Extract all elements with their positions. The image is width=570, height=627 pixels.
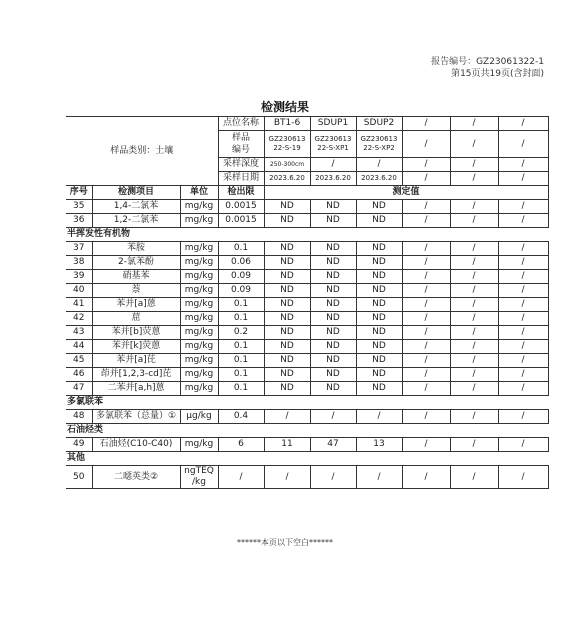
row-value: / — [498, 270, 548, 284]
table-row — [66, 354, 548, 368]
row-item: 苯并[b]荧蒽 — [92, 326, 180, 340]
row-value: ND — [264, 312, 310, 326]
row-value: ND — [356, 242, 402, 256]
row-seq: 45 — [66, 354, 92, 368]
section-row — [66, 396, 548, 410]
row-value: / — [498, 200, 548, 214]
row-value: / — [264, 410, 310, 424]
col-limit: 检出限 — [218, 186, 264, 200]
table-row — [66, 270, 548, 284]
row-limit: 0.1 — [218, 382, 264, 396]
point-label: 点位名称 — [218, 117, 264, 131]
row-value: ND — [310, 298, 356, 312]
col-unit: 单位 — [180, 186, 218, 200]
row-value: ND — [356, 256, 402, 270]
date-label: 采样日期 — [218, 172, 264, 186]
row-value: ND — [264, 256, 310, 270]
row-value: / — [402, 312, 450, 326]
report-number: 报告编号：GZ23061322-1 — [431, 57, 544, 67]
row-limit: 0.1 — [218, 312, 264, 326]
row-value: / — [498, 410, 548, 424]
row-value: ND — [310, 340, 356, 354]
row-limit: 0.1 — [218, 354, 264, 368]
row-value: ND — [264, 368, 310, 382]
section-title: 半挥发性有机物 — [66, 228, 548, 242]
row-unit: ngTEQ /kg — [180, 466, 218, 489]
row-value: / — [402, 438, 450, 452]
row-value: / — [450, 298, 498, 312]
row-unit: mg/kg — [180, 326, 218, 340]
row-unit: mg/kg — [180, 200, 218, 214]
row-item: 苯并[a]芘 — [92, 354, 180, 368]
row-value: / — [310, 410, 356, 424]
row-value: ND — [264, 354, 310, 368]
row-value: ND — [356, 214, 402, 228]
row-limit: 0.0015 — [218, 214, 264, 228]
row-value: ND — [356, 368, 402, 382]
row-value: ND — [356, 354, 402, 368]
row-value: / — [498, 256, 548, 270]
row-value: / — [450, 438, 498, 452]
row-value: ND — [356, 298, 402, 312]
row-seq: 47 — [66, 382, 92, 396]
table-row — [66, 298, 548, 312]
row-unit: mg/kg — [180, 438, 218, 452]
row-item: 茚并[1,2,3-cd]芘 — [92, 368, 180, 382]
table-row — [66, 312, 548, 326]
row-seq: 46 — [66, 368, 92, 382]
row-value: ND — [264, 284, 310, 298]
point-5: / — [450, 117, 498, 131]
row-limit: 0.1 — [218, 368, 264, 382]
point-2: SDUP1 — [310, 117, 356, 131]
depth-5: / — [450, 158, 498, 172]
depth-2: / — [310, 158, 356, 172]
row-seq: 39 — [66, 270, 92, 284]
row-value: ND — [310, 242, 356, 256]
depth-label: 采样深度 — [218, 158, 264, 172]
row-value: ND — [356, 270, 402, 284]
row-value: / — [402, 354, 450, 368]
row-value: / — [402, 200, 450, 214]
row-unit: μg/kg — [180, 410, 218, 424]
row-value: / — [450, 242, 498, 256]
row-seq: 49 — [66, 438, 92, 452]
row-seq: 50 — [66, 466, 92, 489]
row-value: ND — [264, 200, 310, 214]
row-value: ND — [356, 200, 402, 214]
table-row — [66, 284, 548, 298]
row-value: ND — [356, 382, 402, 396]
row-limit: 0.06 — [218, 256, 264, 270]
point-3: SDUP2 — [356, 117, 402, 131]
row-value: ND — [310, 200, 356, 214]
row-limit: 0.1 — [218, 340, 264, 354]
row-item: 硝基苯 — [92, 270, 180, 284]
row-unit: mg/kg — [180, 340, 218, 354]
table-row — [66, 326, 548, 340]
depth-4: / — [402, 158, 450, 172]
row-value: / — [450, 368, 498, 382]
table-row — [66, 214, 548, 228]
row-unit: mg/kg — [180, 270, 218, 284]
row-value: ND — [264, 382, 310, 396]
row-value: / — [402, 298, 450, 312]
row-unit: mg/kg — [180, 312, 218, 326]
point-6: / — [498, 117, 548, 131]
row-value: / — [402, 410, 450, 424]
row-value: ND — [310, 284, 356, 298]
row-limit: 0.09 — [218, 284, 264, 298]
row-seq: 41 — [66, 298, 92, 312]
section-row — [66, 452, 548, 466]
section-title: 多氯联苯 — [66, 396, 548, 410]
table-row — [66, 466, 548, 489]
row-value: ND — [310, 256, 356, 270]
row-value: / — [498, 466, 548, 489]
sample-no-3: GZ230613 22-S-XP2 — [356, 131, 402, 158]
date-6: / — [498, 172, 548, 186]
table-row — [66, 242, 548, 256]
row-value: / — [450, 270, 498, 284]
row-limit: 0.1 — [218, 242, 264, 256]
section-row — [66, 228, 548, 242]
row-value: / — [402, 466, 450, 489]
row-value: ND — [310, 382, 356, 396]
date-2: 2023.6.20 — [310, 172, 356, 186]
row-value: ND — [310, 354, 356, 368]
row-value: / — [498, 438, 548, 452]
row-value: ND — [310, 312, 356, 326]
row-value: / — [450, 410, 498, 424]
row-value: ND — [264, 326, 310, 340]
table-row — [66, 256, 548, 270]
sample-no-6: / — [498, 131, 548, 158]
sample-no-1: GZ230613 22-S-19 — [264, 131, 310, 158]
row-value: / — [498, 382, 548, 396]
row-unit: mg/kg — [180, 354, 218, 368]
row-value: / — [402, 340, 450, 354]
row-value: / — [264, 466, 310, 489]
page-footer: ******本页以下空白****** — [237, 538, 333, 547]
date-3: 2023.6.20 — [356, 172, 402, 186]
row-value: ND — [310, 214, 356, 228]
row-value: / — [498, 354, 548, 368]
row-value: ND — [310, 270, 356, 284]
report-header — [431, 56, 544, 80]
col-seq: 序号 — [66, 186, 92, 200]
row-unit: mg/kg — [180, 214, 218, 228]
table-row — [66, 410, 548, 424]
date-1: 2023.6.20 — [264, 172, 310, 186]
row-value: / — [498, 326, 548, 340]
row-value: / — [450, 312, 498, 326]
row-value: / — [356, 410, 402, 424]
row-value: / — [402, 368, 450, 382]
row-item: 萘 — [92, 284, 180, 298]
sample-no-5: / — [450, 131, 498, 158]
row-limit: 0.1 — [218, 298, 264, 312]
row-item: 多氯联苯（总量）① — [92, 410, 180, 424]
row-value: / — [310, 466, 356, 489]
row-item: 石油烃(C10-C40) — [92, 438, 180, 452]
row-item: 苯胺 — [92, 242, 180, 256]
row-value: / — [450, 466, 498, 489]
sample-category: 样品类别：土壤 — [66, 117, 218, 186]
row-seq: 44 — [66, 340, 92, 354]
row-value: ND — [356, 326, 402, 340]
col-item: 检测项目 — [92, 186, 180, 200]
row-seq: 37 — [66, 242, 92, 256]
row-limit: / — [218, 466, 264, 489]
row-limit: 0.2 — [218, 326, 264, 340]
row-value: / — [498, 298, 548, 312]
report-title: 检测结果 — [260, 100, 309, 114]
row-unit: mg/kg — [180, 298, 218, 312]
row-item: 二噁英类② — [92, 466, 180, 489]
row-limit: 0.0015 — [218, 200, 264, 214]
row-value: / — [450, 200, 498, 214]
row-value: ND — [264, 214, 310, 228]
row-item: 苯并[a]蒽 — [92, 298, 180, 312]
section-title: 石油烃类 — [66, 424, 548, 438]
row-item: 䓛 — [92, 312, 180, 326]
row-value: / — [450, 326, 498, 340]
row-value: / — [402, 382, 450, 396]
row-unit: mg/kg — [180, 382, 218, 396]
row-value: ND — [356, 284, 402, 298]
row-unit: mg/kg — [180, 284, 218, 298]
row-value: / — [402, 242, 450, 256]
table-row — [66, 368, 548, 382]
depth-6: / — [498, 158, 548, 172]
point-1: BT1-6 — [264, 117, 310, 131]
row-value: / — [450, 340, 498, 354]
row-unit: mg/kg — [180, 242, 218, 256]
date-5: / — [450, 172, 498, 186]
row-value: / — [356, 466, 402, 489]
table-row — [66, 200, 548, 214]
row-value: / — [402, 256, 450, 270]
row-value: / — [498, 214, 548, 228]
row-value: / — [402, 284, 450, 298]
section-title: 其他 — [66, 452, 548, 466]
row-value: / — [450, 382, 498, 396]
sample-no-2: GZ230613 22-S-XP1 — [310, 131, 356, 158]
row-seq: 35 — [66, 200, 92, 214]
row-limit: 6 — [218, 438, 264, 452]
row-value: / — [450, 354, 498, 368]
row-value: 13 — [356, 438, 402, 452]
row-value: / — [498, 312, 548, 326]
row-item: 二苯并[a,h]蒽 — [92, 382, 180, 396]
row-value: / — [450, 284, 498, 298]
row-value: / — [498, 284, 548, 298]
row-value: ND — [264, 298, 310, 312]
row-value: / — [450, 256, 498, 270]
row-item: 1,2-二氯苯 — [92, 214, 180, 228]
row-value: / — [402, 214, 450, 228]
row-value: ND — [310, 326, 356, 340]
row-unit: mg/kg — [180, 256, 218, 270]
sample-no-label: 样品 编号 — [218, 131, 264, 158]
row-limit: 0.09 — [218, 270, 264, 284]
row-seq: 38 — [66, 256, 92, 270]
depth-1: 250-300cm — [264, 158, 310, 172]
column-header-row — [66, 186, 548, 200]
row-seq: 48 — [66, 410, 92, 424]
row-value: ND — [356, 340, 402, 354]
row-value: / — [402, 326, 450, 340]
row-value: / — [498, 368, 548, 382]
row-seq: 43 — [66, 326, 92, 340]
row-limit: 0.4 — [218, 410, 264, 424]
row-value: ND — [264, 242, 310, 256]
table-row — [66, 438, 548, 452]
col-measured: 测定值 — [264, 186, 548, 200]
row-value: / — [498, 340, 548, 354]
point-4: / — [402, 117, 450, 131]
depth-3: / — [356, 158, 402, 172]
row-value: 47 — [310, 438, 356, 452]
section-row — [66, 424, 548, 438]
row-item: 1,4-二氯苯 — [92, 200, 180, 214]
date-4: / — [402, 172, 450, 186]
row-value: / — [498, 242, 548, 256]
table-row — [66, 340, 548, 354]
row-unit: mg/kg — [180, 368, 218, 382]
row-item: 2-氯苯酚 — [92, 256, 180, 270]
row-value: / — [402, 270, 450, 284]
row-value: ND — [264, 270, 310, 284]
row-seq: 42 — [66, 312, 92, 326]
sample-no-4: / — [402, 131, 450, 158]
row-value: ND — [310, 368, 356, 382]
row-value: ND — [356, 312, 402, 326]
row-item: 苯并[k]荧蒽 — [92, 340, 180, 354]
table-row — [66, 382, 548, 396]
row-seq: 40 — [66, 284, 92, 298]
results-table — [66, 116, 549, 489]
row-value: ND — [264, 340, 310, 354]
row-value: 11 — [264, 438, 310, 452]
row-value: / — [450, 214, 498, 228]
row-seq: 36 — [66, 214, 92, 228]
page-info: 第15页共19页(含封面) — [451, 69, 544, 79]
header-row-points — [66, 117, 548, 131]
